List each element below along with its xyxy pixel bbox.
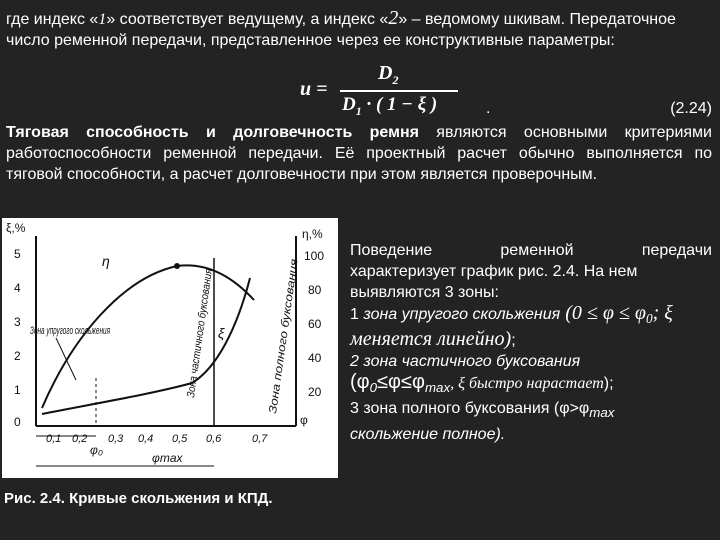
index-1: 1 (98, 11, 107, 28)
right-tick-40: 40 (308, 351, 322, 365)
zone-3-title: 3 зона полного буксования (φ>φ (350, 400, 590, 418)
zone-3-sub: max (589, 405, 615, 421)
index-2: 2 (388, 7, 399, 29)
left-tick-3: 3 (14, 315, 21, 329)
denominator-subscript: 1 (355, 103, 362, 118)
eta-max-point (174, 263, 180, 269)
x-tick-04: 0,4 (138, 433, 154, 445)
right-tick-100: 100 (304, 249, 325, 263)
zone-1-number: 1 (350, 306, 364, 323)
phimax-label: φmax (152, 451, 183, 465)
x-tick-05: 0,5 (172, 433, 188, 445)
denominator-symbol: D (342, 94, 356, 115)
left-axis-label: ξ,% (6, 221, 26, 235)
fraction-bar (340, 90, 458, 92)
numerator-subscript: 2 (392, 73, 399, 87)
left-tick-5: 5 (14, 247, 21, 261)
intro-paragraph (6, 8, 712, 51)
numerator-symbol: D (378, 62, 393, 84)
zone-2-title: 2 зона частичного буксования (350, 353, 581, 371)
traction-paragraph (6, 122, 712, 185)
left-tick-0: 0 (14, 415, 21, 429)
zone-2-open: (φ (350, 371, 370, 394)
left-tick-1: 1 (14, 383, 21, 397)
zone-1-title: зона упругого скольжения (363, 306, 561, 323)
left-tick-2: 2 (14, 349, 21, 363)
zone-1-text (350, 303, 712, 351)
left-tick-4: 4 (14, 281, 21, 295)
formula-lhs: u = (300, 78, 328, 100)
equation-number: (2.24) (670, 100, 712, 117)
x-tick-01: 0,1 (46, 433, 62, 445)
zone-2-note: , ξ быстро нарастает (450, 375, 604, 393)
right-tick-80: 80 (308, 283, 322, 297)
zone-1-note: ; ξ меняется линейно) (350, 302, 673, 351)
zone3-label: Зона полного буксования (267, 283, 298, 415)
xi-curve (42, 278, 250, 414)
x-tick-03: 0,3 (108, 433, 124, 445)
traction-text: являются основными критериями работоспособности ременной передачи. Её проектный расчет обычно выполняется по тяговой способности, а расчет долговечности при этом является проверочным. (6, 124, 712, 183)
zone-1-end: ; (511, 332, 516, 350)
right-tick-60: 60 (308, 317, 322, 331)
graph-svg (2, 218, 338, 478)
x-tick-07: 0,7 (252, 433, 268, 445)
traction-bold-text: Тяговая способность и долговечность ремня (6, 124, 419, 141)
zone-2-range (350, 372, 712, 398)
zones-description (350, 240, 712, 445)
slip-efficiency-graph (2, 218, 338, 478)
zone-3-note: скольжение полное). (350, 425, 506, 443)
x-tick-02: 0,2 (72, 433, 88, 445)
phi0-label: φ₀ (90, 443, 103, 457)
zone-1-range: (0 ≤ φ ≤ φ (560, 302, 646, 324)
zone-2-sub-1: 0 (369, 380, 378, 396)
zones-intro-line-1: Поведение ременной передачи (350, 242, 712, 259)
zone1-label: Зона упругого скольжения (30, 325, 111, 337)
eta-label: η (102, 253, 110, 269)
right-tick-20: 20 (308, 385, 322, 399)
denominator-rest: · ( 1 − ξ ) (361, 94, 438, 115)
formula-dot: . (486, 100, 491, 117)
zone-1-sub: 0 (645, 311, 653, 327)
phi-axis-label: φ (300, 413, 308, 427)
right-axis-label: η,% (302, 227, 323, 241)
gear-ratio-formula (300, 62, 460, 120)
x-tick-06: 0,6 (206, 433, 222, 445)
zone-2-mid: ≤φ≤φ (377, 371, 425, 394)
formula-numerator (378, 62, 398, 88)
intro-text-1: где индекс « (6, 11, 99, 28)
zones-intro-line-2: характеризует график рис. 2.4. На нем выявляются 3 зоны: (350, 263, 638, 301)
zone-2-end: ); (603, 375, 614, 393)
xi-label: ξ (218, 325, 225, 341)
intro-text-3: » – ведомому шкивам. Передаточное число ременной передачи, представленное через ее конструктивные параметры: (6, 11, 676, 49)
zone2-label: Зона частичного буксования (185, 247, 218, 399)
formula-denominator (342, 94, 437, 119)
zone-3-text (350, 398, 712, 423)
zone-2-sub-2: max (424, 380, 451, 396)
figure-caption: Рис. 2.4. Кривые скольжения и КПД. (4, 490, 273, 507)
intro-text-2: » соответствует ведущему, а индекс « (106, 11, 389, 28)
